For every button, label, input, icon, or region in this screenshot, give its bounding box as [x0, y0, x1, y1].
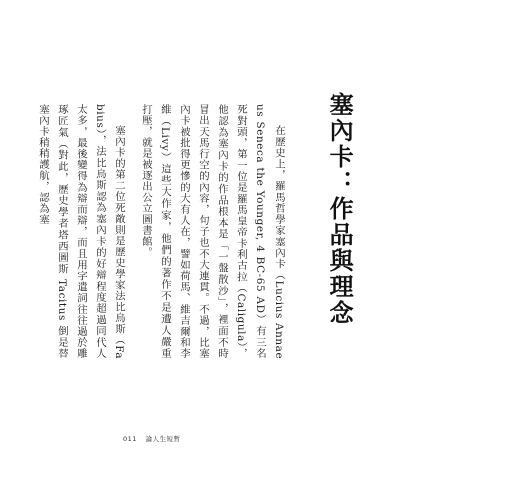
- paragraph-1: 在歷史上，羅馬哲學家塞內卡（Lucius Annaeus Seneca the Younger, 4 BC-65 AD）有三名死對頭，第一位是羅馬皇帝卡利古拉（Caligula），他認為塞內卡的作品根本是「一盤散沙」，裡面不時冒出天馬行空的內容，句子也不大連貫。不過，比塞內卡被批得更慘的大有人在，譬如荷馬、維吉爾和李維（Livy）這些大作家，他們的著作不是遭人嚴重打壓，就是被逐出公立圖書館。: [140, 104, 285, 359]
- page-number: 011: [123, 435, 137, 443]
- chapter-title: 塞內卡：作品與理念: [325, 92, 355, 326]
- page-footer: [123, 434, 181, 443]
- paragraph-2: 塞內卡的第二位死敵則是歷史學家法比烏斯（Fabius），法比烏斯認為塞內卡的好辯程度超過同代人太多，最後變得為辯而辯，而且用字遣詞往往過於雕琢匠氣（對此，歷史學者塔西圖斯 Tacitus 倒是替塞內卡稍稍護航，認為塞: [37, 104, 125, 359]
- running-book-title: 論人生短暫: [145, 435, 181, 443]
- body-text: [33, 104, 288, 359]
